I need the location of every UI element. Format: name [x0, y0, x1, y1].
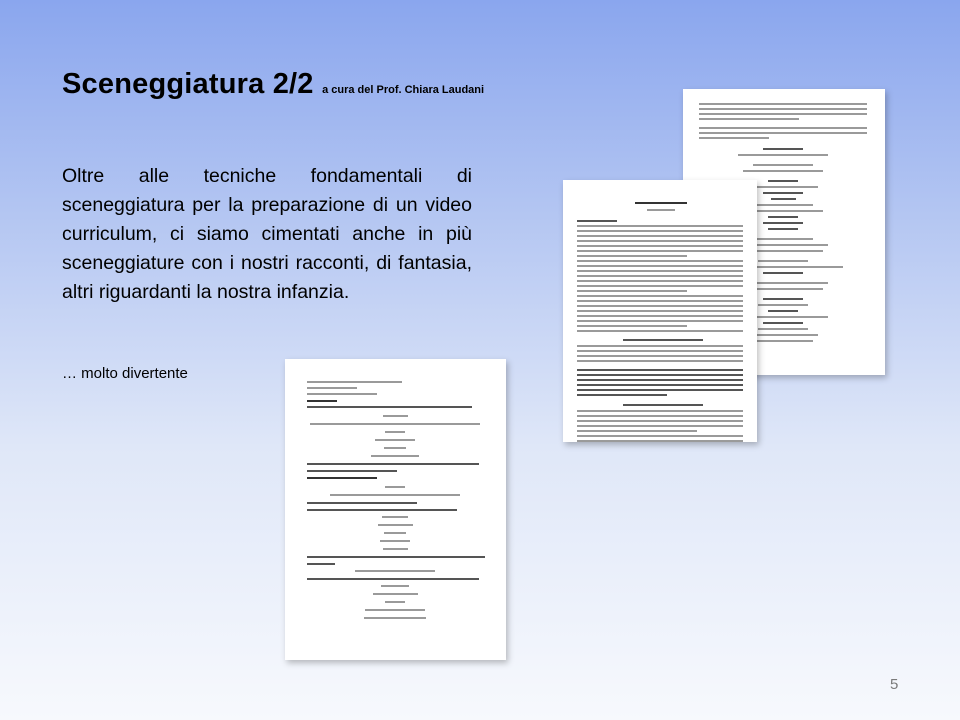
doc-text-line [699, 127, 867, 129]
doc-text-line [753, 204, 813, 206]
doc-text-line [577, 384, 743, 386]
doc-text-line [307, 509, 457, 511]
doc-text-line [577, 355, 743, 357]
doc-text-line [577, 270, 743, 272]
doc-text-line [307, 563, 335, 565]
doc-text-line [647, 209, 675, 211]
doc-text-line [375, 439, 415, 441]
doc-text-line [371, 455, 419, 457]
doc-text-line [577, 379, 743, 381]
doc-text-line [577, 425, 743, 427]
doc-text-line [699, 118, 799, 120]
doc-text-line [577, 250, 743, 252]
doc-text-line [577, 410, 743, 412]
doc-text-line [307, 406, 472, 408]
doc-text-line [577, 360, 743, 362]
doc-text-line [577, 285, 743, 287]
doc-text-line [748, 186, 818, 188]
doc-text-line [382, 516, 408, 518]
doc-text-line [577, 265, 743, 267]
doc-text-line [380, 540, 410, 542]
doc-text-line [577, 275, 743, 277]
doc-text-line [364, 617, 426, 619]
doc-text-line [330, 494, 460, 496]
doc-text-line [635, 202, 687, 204]
doc-text-line [384, 447, 406, 449]
doc-text-line [307, 556, 485, 558]
doc-text-line [577, 315, 743, 317]
doc-text-line [768, 228, 798, 230]
doc-text-line [763, 148, 803, 150]
doc-text-line [373, 593, 418, 595]
doc-text-line [577, 255, 687, 257]
doc-text-line [307, 393, 377, 395]
doc-text-line [763, 222, 803, 224]
doc-text-line [381, 585, 409, 587]
doc-text-line [753, 340, 813, 342]
doc-text-line [307, 387, 357, 389]
doc-text-line [758, 304, 808, 306]
doc-text-line [768, 180, 798, 182]
doc-text-line [577, 295, 743, 297]
doc-text-line [699, 103, 867, 105]
doc-text-line [383, 415, 408, 417]
script-page-middle-image [563, 180, 757, 442]
slide-title [62, 68, 484, 101]
doc-text-line [771, 198, 796, 200]
doc-text-line [758, 260, 808, 262]
doc-text-line [307, 381, 402, 383]
doc-text-line [753, 164, 813, 166]
doc-text-line [699, 113, 867, 115]
doc-text-line [577, 330, 743, 332]
doc-text-line [768, 310, 798, 312]
doc-text-line [365, 609, 425, 611]
doc-text-line [385, 486, 405, 488]
doc-text-line [577, 310, 743, 312]
doc-text-line [384, 532, 406, 534]
doc-text-line [577, 260, 743, 262]
doc-text-line [577, 240, 743, 242]
doc-text-line [577, 440, 743, 442]
doc-text-line [577, 280, 743, 282]
doc-text-line [577, 320, 743, 322]
doc-text-line [577, 235, 743, 237]
doc-text-line [577, 430, 697, 432]
doc-text-line [699, 137, 769, 139]
doc-text-line [748, 334, 818, 336]
doc-text-line [768, 216, 798, 218]
doc-text-line [307, 578, 479, 580]
doc-text-line [753, 238, 813, 240]
doc-text-line [699, 108, 867, 110]
doc-text-line [307, 502, 417, 504]
title-subtitle: a cura del Prof. Chiara Laudani [322, 84, 485, 96]
doc-text-line [623, 404, 703, 406]
doc-text-line [577, 220, 617, 222]
page-number: 5 [890, 676, 899, 693]
doc-text-line [577, 415, 743, 417]
doc-text-line [577, 245, 743, 247]
subnote: … molto divertente [62, 365, 188, 382]
doc-text-line [577, 394, 667, 396]
doc-text-line [623, 339, 703, 341]
doc-text-line [577, 369, 743, 371]
doc-text-line [577, 325, 687, 327]
doc-text-line [307, 470, 397, 472]
doc-text-line [763, 298, 803, 300]
doc-text-line [385, 431, 405, 433]
doc-text-line [763, 272, 803, 274]
doc-text-line [307, 400, 337, 402]
doc-text-line [758, 328, 808, 330]
doc-text-line [385, 601, 405, 603]
doc-text-line [577, 305, 743, 307]
script-page-front-image [285, 359, 506, 660]
doc-text-line [763, 192, 803, 194]
doc-text-line [378, 524, 413, 526]
doc-text-line [577, 300, 743, 302]
doc-text-line [577, 435, 743, 437]
doc-text-line [307, 463, 479, 465]
doc-text-line [577, 345, 743, 347]
doc-text-line [577, 374, 743, 376]
doc-text-line [577, 350, 743, 352]
doc-text-line [383, 548, 408, 550]
doc-text-line [738, 154, 828, 156]
doc-text-line [699, 132, 867, 134]
doc-text-line [577, 389, 743, 391]
doc-text-line [577, 290, 687, 292]
doc-text-line [577, 230, 743, 232]
body-paragraph: Oltre alle tecniche fondamentali di sceneggiatura per la preparazione di un video curriculum, ci siamo cimentati anche in più sceneggiature con i nostri racconti, di fantasia, altri riguardanti la nostra infanzia. [62, 165, 472, 303]
doc-text-line [307, 477, 377, 479]
title-main: Sceneggiatura 2/2 [62, 68, 314, 100]
doc-text-line [577, 225, 743, 227]
doc-text-line [763, 322, 803, 324]
doc-text-line [577, 420, 743, 422]
doc-text-line [310, 423, 480, 425]
doc-text-line [743, 170, 823, 172]
doc-text-line [355, 570, 435, 572]
